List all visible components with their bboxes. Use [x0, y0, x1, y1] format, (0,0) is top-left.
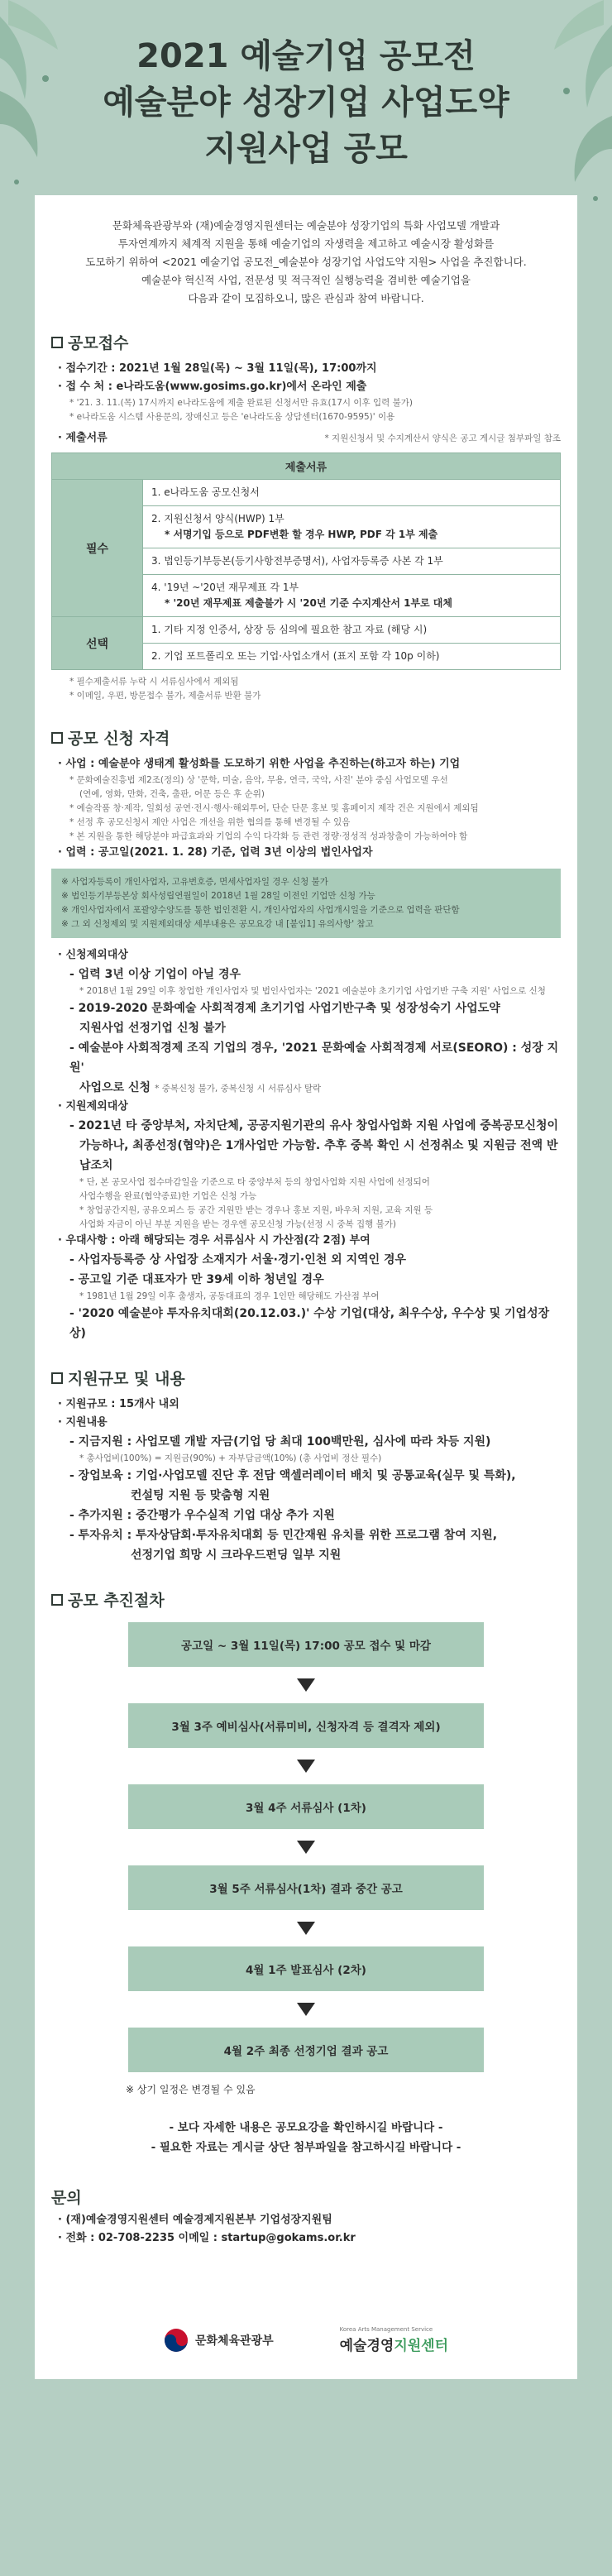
note: * 창업공간지원, 공유오피스 등 공간 지원만 받는 경우나 홍보 지원, 바우처 지원, 교육 지원 등 — [79, 1205, 433, 1215]
exclusion-item: 사업으로 신청 — [79, 1081, 151, 1094]
notice-line: ※ 그 외 신청제외 및 지원제외대상 세부내용은 공모요강 내 [붙임1] 유의사항' 참고 — [61, 919, 374, 929]
note: (연예, 영화, 만화, 건축, 출판, 어문 등은 후 순위) — [79, 789, 265, 799]
section-title-text: 공모 추진절차 — [68, 1592, 165, 1610]
section-title — [51, 1367, 561, 1389]
kams-logo — [340, 2326, 448, 2354]
exclusion-item: 지원사업 선정기업 신청 불가 — [79, 1022, 226, 1035]
eligibility-notice-box — [51, 869, 561, 938]
note: * 총사업비(100%) = 지원금(90%) + 자부담금액(10%) (총 사업비 정산 필수) — [79, 1453, 382, 1463]
support-exclusion-item: 가능하나, 최종선정(협약)은 1개사업만 가능함. 추후 중복 확인 시 선정취소 및 지원금 전액 반납조치 — [79, 1139, 558, 1172]
section-title — [51, 1588, 561, 1611]
process-step: 3월 4주 서류심사 (1차) — [128, 1784, 484, 1829]
notice-line: ※ 개인사업자에서 포괄양수양도를 통한 법인전환 시, 개인사업자의 사업개시일을 기준으로 업력을 판단함 — [61, 905, 460, 915]
section-title-text: 공모접수 — [68, 334, 129, 352]
note: * 2018년 1월 29일 이후 창업한 개인사업자 및 법인사업자는 '2021 예술분야 초기기업 사업기반 구축 지원' 사업으로 신청 — [79, 986, 546, 996]
eligibility-career: · 업력 : 공고일(2021. 1. 28) 기준, 업력 3년 이상의 법인사업자 — [58, 846, 373, 859]
required-category: 필수 — [52, 480, 143, 617]
note: * 선정 후 공모신청서 제안 사업은 개선을 위한 협의를 통해 변경될 수 있음 — [69, 817, 351, 827]
note: * 1981년 1월 29일 이후 출생자, 공동대표의 경우 1인만 해당해도 가산점 부여 — [79, 1291, 380, 1301]
support-content-label: · 지원내용 — [58, 1416, 108, 1429]
arrow-down-icon — [297, 1922, 315, 1935]
application-period: · 접수기간 : 2021년 1월 28일(목) ~ 3월 11일(목), 17:00까지 — [58, 362, 377, 375]
section-contact — [35, 2186, 577, 2248]
square-bullet-icon — [51, 337, 63, 348]
doc-item: 1. 기타 지정 인증서, 상장 등 심의에 필요한 참고 자료 (해당 시) — [143, 617, 561, 644]
note: * 본 지원을 통한 해당분야 파급효과와 기업의 수익 다각화 등 관련 정량·정성적 성과창출이 가능하여야 함 — [69, 831, 468, 841]
docs-table — [51, 452, 561, 670]
support-item: - 추가지원 : 중간평가 우수실적 기업 대상 추가 지원 — [69, 1509, 335, 1522]
section-support — [35, 1367, 577, 1565]
closing-line: - 보다 자세한 내용은 공모요강을 확인하시길 바랍니다 - — [169, 2121, 443, 2134]
doc-item: 2. 기업 포트폴리오 또는 기업·사업소개서 (표지 포함 각 10p 이하) — [143, 644, 561, 670]
square-bullet-icon — [51, 1594, 63, 1606]
note: * e나라도움 시스템 사용문의, 장애신고 등은 'e나라도움 상담센터(1670-9595)' 이용 — [69, 412, 395, 422]
support-item: - 지금지원 : 사업모델 개발 자금(기업 당 최대 100백만원, 심사에 따라 차등 지원) — [69, 1435, 491, 1448]
doc-item: 1. e나라도움 공모신청서 — [151, 486, 260, 498]
support-item: - 장업보육 : 기업·사업모델 진단 후 전담 액셀러레이터 배치 및 공통교육(실무 및 특화), — [69, 1469, 516, 1482]
support-exclusion-title: · 지원제외대상 — [58, 1100, 128, 1113]
exclusion-item: - 업력 3년 이상 기업이 아닐 경우 — [69, 968, 241, 981]
square-bullet-icon — [51, 1372, 63, 1384]
intro-line: 다음과 같이 모집하오니, 많은 관심과 참여 바랍니다. — [188, 292, 424, 304]
square-bullet-icon — [51, 732, 63, 744]
title-line-3: 지원사업 공모 — [204, 130, 408, 168]
table-row — [52, 617, 561, 644]
notice-line: ※ 사업자등록이 개인사업자, 고유번호증, 면세사업자일 경우 신청 불가 — [61, 877, 328, 887]
intro-text — [35, 195, 577, 308]
doc-item: 3. 법인등기부등본(등기사항전부증명서), 사업자등록증 사본 각 1부 — [151, 555, 443, 567]
exclusion-item-row — [51, 1078, 561, 1098]
eligibility-business: · 사업 : 예술분야 생태계 활성화를 도모하기 위한 사업을 추진하는(하고자 하는) 기업 — [58, 758, 461, 770]
support-scale: · 지원규모 : 15개사 내외 — [58, 1398, 179, 1410]
title-line-2: 예술분야 성장기업 사업도약 — [103, 84, 509, 122]
intro-line: 예술분야 혁신적 사업, 전문성 및 적극적인 실행능력을 겸비한 예술기업을 — [141, 274, 471, 286]
kams-logo-text-b: 지원센터 — [394, 2338, 449, 2354]
mcst-logo-text: 문화체육관광부 — [194, 2334, 274, 2348]
table-cell — [143, 480, 561, 506]
intro-line: 도모하기 위하여 <2021 예술기업 공모전_예술분야 성장기업 사업도약 지원> 사업을 추진합니다. — [85, 256, 527, 268]
kams-logo-subtext: Korea Arts Management Service — [339, 2326, 433, 2333]
section-title — [51, 331, 561, 353]
section-title-text: 지원규모 및 내용 — [68, 1370, 185, 1388]
note: 사업수행을 완료(협약종료)한 기업은 신청 가능 — [79, 1191, 257, 1201]
exclusion-title: · 신청제외대상 — [58, 949, 128, 961]
note: * 예술작품 창·제작, 일회성 공연·전시·행사·해외투어, 단순 단문 홍보 및 홈페이지 제작 건은 지원에서 제외됨 — [69, 803, 479, 813]
docs-note: * 지원신청서 및 수지계산서 양식은 공고 게시글 첨부파일 참조 — [324, 433, 561, 443]
contact-phone: · 전화 : 02-708-2235 이메일 : startup@gokams.or.kr — [58, 2232, 356, 2244]
arrow-down-icon — [297, 1841, 315, 1854]
table-row — [52, 480, 561, 506]
docs-heading-row — [51, 429, 561, 448]
note: * 단, 본 공모사업 접수마감일을 기준으로 타 중앙부처 등의 창업사업화 지원 사업에 선정되어 — [79, 1177, 430, 1187]
page-title — [0, 33, 612, 172]
note: 사업화 자금이 아닌 부분 지원을 받는 경우엔 공모신청 가능(선정 시 중복 집행 불가) — [79, 1219, 396, 1229]
preference-item: - 공고일 기준 대표자가 만 39세 이하 청년일 경우 — [69, 1273, 324, 1286]
kams-logo-text — [340, 2334, 448, 2354]
process-step: 4월 1주 발표심사 (2차) — [128, 1946, 484, 1991]
section-title-text: 공모 신청 자격 — [68, 730, 170, 748]
notice-line: ※ 법인등기부등본상 회사성립연월일이 2018년 1월 28일 이전인 기업만 신청 가능 — [61, 891, 375, 901]
table-cell — [143, 548, 561, 575]
closing-text — [51, 2118, 561, 2157]
intro-line: 투자연계까지 체계적 지원을 통해 예술기업의 자생력을 제고하고 예술시장 활성화를 — [117, 237, 495, 250]
mcst-logo — [164, 2328, 274, 2353]
table-header: 제출서류 — [52, 453, 561, 480]
intro-line: 문화체육관광부와 (재)예술경영지원센터는 예술분야 성장기업의 특화 사업모델 개발과 — [112, 219, 500, 232]
process-step: 4월 2주 최종 선정기업 결과 공고 — [128, 2028, 484, 2072]
contact-title: 문의 — [51, 2189, 82, 2207]
table-cell — [143, 575, 561, 617]
application-method: · 접 수 처 : e나라도움(www.gosims.go.kr)에서 온라인 제출 — [58, 381, 367, 393]
optional-category: 선택 — [52, 617, 143, 670]
process-flow — [51, 1622, 561, 2096]
doc-item-sub: * 서명기입 등으로 PDF변환 할 경우 HWP, PDF 각 1부 제출 — [165, 529, 438, 540]
note: * '21. 3. 11.(목) 17시까지 e나라도움에 제출 완료된 신청서만 유효(17시 이후 입력 불가) — [69, 398, 414, 408]
doc-item: 4. '19년 ~'20년 재무제표 각 1부 — [151, 582, 299, 593]
preference-item: - 사업자등록증 상 사업장 소재지가 서울·경기·인천 외 지역인 경우 — [69, 1253, 407, 1266]
preference-title: · 우대사항 : 아래 해당되는 경우 서류심사 시 가산점(각 2점) 부여 — [58, 1234, 371, 1247]
title-line-1: 2021 예술기업 공모전 — [136, 37, 476, 75]
arrow-down-icon — [297, 1678, 315, 1692]
contact-org: · (재)예술경영지원센터 예술경제지원본부 기업성장지원팀 — [58, 2214, 332, 2226]
process-step: 3월 3주 예비심사(서류미비, 신청자격 등 결격자 제외) — [128, 1703, 484, 1748]
footer-logos — [35, 2326, 577, 2354]
arrow-down-icon — [297, 1760, 315, 1773]
section-process — [35, 1588, 577, 2157]
section-application — [35, 331, 577, 703]
support-item: 컨설팅 지원 등 맞춤형 지원 — [131, 1489, 270, 1502]
note: * 필수제출서류 누락 시 서류심사에서 제외됨 — [69, 677, 239, 687]
support-item: - 투자유치 : 투자상담회·투자유치대회 등 민간재원 유치를 위한 프로그램 참여 지원, — [69, 1529, 498, 1542]
doc-item: 2. 지원신청서 양식(HWP) 1부 — [151, 513, 284, 524]
doc-item-sub: * '20년 재무제표 제출불가 시 '20년 기준 수지계산서 1부로 대체 — [165, 597, 452, 609]
arrow-down-icon — [297, 2003, 315, 2016]
kams-logo-text-a: 예술경영 — [339, 2338, 394, 2354]
support-exclusion-item: - 2021년 타 중앙부처, 자치단체, 공공지원기관의 유사 창업사업화 지원 사업에 중복공모신청이 — [69, 1119, 559, 1132]
docs-label: · 제출서류 — [58, 432, 108, 444]
note: * 중복신청 불가, 중복신청 시 서류심사 탈락 — [155, 1084, 322, 1094]
support-item: 선정기업 희망 시 크라우드펀딩 일부 지원 — [131, 1549, 342, 1562]
section-eligibility — [35, 726, 577, 1343]
table-cell — [143, 506, 561, 548]
exclusion-item: - 예술분야 사회적경제 조직 기업의 경우, '2021 문화예술 사회적경제 서로(SEORO) : 성장 지원' — [69, 1041, 559, 1075]
process-step: 3월 5주 서류심사(1차) 결과 중간 공고 — [128, 1865, 484, 1910]
section-title — [51, 726, 561, 749]
note: * 이메일, 우편, 방문접수 불가, 제출서류 반환 불가 — [69, 691, 261, 701]
preference-item: - '2020 예술분야 투자유치대회(20.12.03.)' 수상 기업(대상, 최우수상, 우수상 및 기업성장상) — [69, 1307, 550, 1340]
taegeuk-icon — [164, 2328, 189, 2353]
note: * 문화예술진흥법 제2조(정의) 상 '문학, 미술, 음악, 무용, 연극, 국악, 사진' 분야 중심 사업모델 우선 — [69, 775, 448, 785]
content-card — [35, 195, 577, 2379]
process-step: 공고일 ~ 3월 11일(목) 17:00 공모 접수 및 마감 — [128, 1622, 484, 1667]
closing-line: - 필요한 자료는 게시글 상단 첨부파일을 참고하시길 바랍니다 - — [151, 2141, 461, 2154]
schedule-note: ※ 상기 일정은 변경될 수 있음 — [126, 2084, 256, 2095]
exclusion-item: - 2019-2020 문화예술 사회적경제 초기기업 사업기반구축 및 성장성숙기 사업도약 — [69, 1002, 500, 1015]
